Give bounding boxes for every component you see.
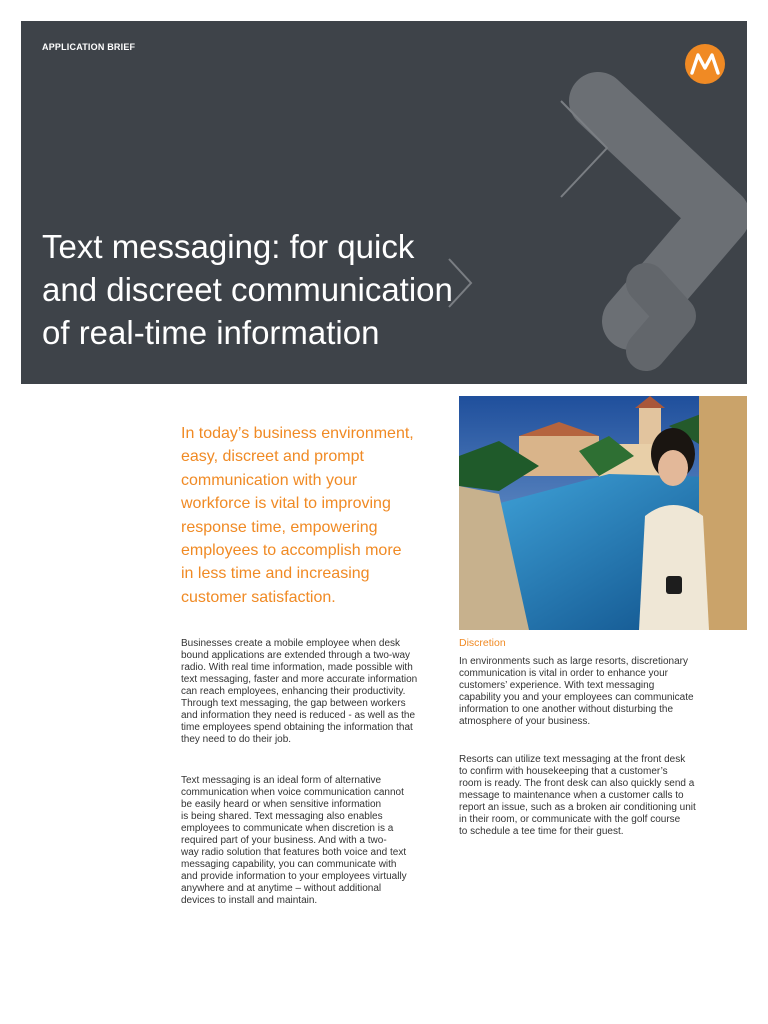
body-line: to schedule a tee time for their guest. xyxy=(459,826,624,837)
body-line: messaging capability, you can communicate with xyxy=(181,859,397,870)
body-line: In environments such as large resorts, discretionary xyxy=(459,656,688,667)
body-paragraph xyxy=(181,775,407,907)
intro-line: communication with your xyxy=(181,471,358,489)
body-line: anywhere and at anytime – without additional xyxy=(181,883,382,894)
body-line: and information they need is reduced - as well as the xyxy=(181,710,416,721)
body-line: required part of your business. And with a two- xyxy=(181,835,387,846)
intro-line: customer satisfaction. xyxy=(181,588,336,606)
body-line: Through text messaging, the gap between workers xyxy=(181,698,406,709)
body-line: devices to install and maintain. xyxy=(181,895,318,906)
body-line: is being shared. Text messaging also enables xyxy=(181,811,383,822)
intro-paragraph xyxy=(181,422,451,609)
resort-photo xyxy=(459,396,747,630)
body-line: be easily heard or when sensitive information xyxy=(181,799,382,810)
body-line: bound applications are extended through a two-way xyxy=(181,650,411,661)
intro-line: in less time and increasing xyxy=(181,565,370,583)
intro-line: In today’s business environment, xyxy=(181,425,414,442)
body-line: communication is vital in order to enhance your xyxy=(459,668,668,679)
body-line: and provide information to your employees virtually xyxy=(181,871,407,882)
body-line: capability you and your employees can communicate xyxy=(459,692,694,703)
body-line: to confirm with housekeeping that a customer’s xyxy=(459,766,668,777)
body-line: they need to do their job. xyxy=(181,734,292,745)
title-line: Text messaging: for quick xyxy=(42,228,415,265)
body-line: room is ready. The front desk can also quickly send a xyxy=(459,778,695,789)
body-line: Resorts can utilize text messaging at the front desk xyxy=(459,754,686,765)
body-line: atmosphere of your business. xyxy=(459,716,591,727)
body-line: way radio solution that features both voice and text xyxy=(181,847,407,858)
body-paragraph xyxy=(459,656,694,728)
body-line: information to one another without disturbing the xyxy=(459,704,674,715)
intro-line: employees to accomplish more xyxy=(181,542,402,560)
intro-line: response time, empowering xyxy=(181,518,378,536)
intro-line: workforce is vital to improving xyxy=(181,495,391,513)
body-line: report an issue, such as a broken air conditioning unit xyxy=(459,802,696,813)
discretion-heading: Discretion xyxy=(459,637,506,649)
body-line: message to maintenance when a customer calls to xyxy=(459,790,684,801)
body-paragraph xyxy=(181,638,417,746)
body-line: Businesses create a mobile employee when desk xyxy=(181,638,401,649)
body-line: text messaging, faster and more accurate information xyxy=(181,674,418,685)
hero-banner xyxy=(21,21,747,384)
intro-line: easy, discreet and prompt xyxy=(181,448,364,466)
body-line: in their room, or communicate with the golf course xyxy=(459,814,681,825)
page-title xyxy=(42,225,562,354)
body-paragraph xyxy=(459,754,696,838)
body-line: Text messaging is an ideal form of alternative xyxy=(181,775,382,786)
body-line: communication when voice communication cannot xyxy=(181,787,404,798)
title-line: of real-time information xyxy=(42,314,380,351)
motorola-logo-icon xyxy=(685,44,725,84)
body-line: time employees spend obtaining the information that xyxy=(181,722,413,733)
application-brief-label: APPLICATION BRIEF xyxy=(42,42,136,52)
body-line: radio. With real time information, made possible with xyxy=(181,662,413,673)
title-line: and discreet communication xyxy=(42,271,453,308)
body-line: employees to communicate when discretion is a xyxy=(181,823,394,834)
body-line: can reach employees, enhancing their productivity. xyxy=(181,686,406,697)
body-line: customers’ experience. With text messaging xyxy=(459,680,655,691)
